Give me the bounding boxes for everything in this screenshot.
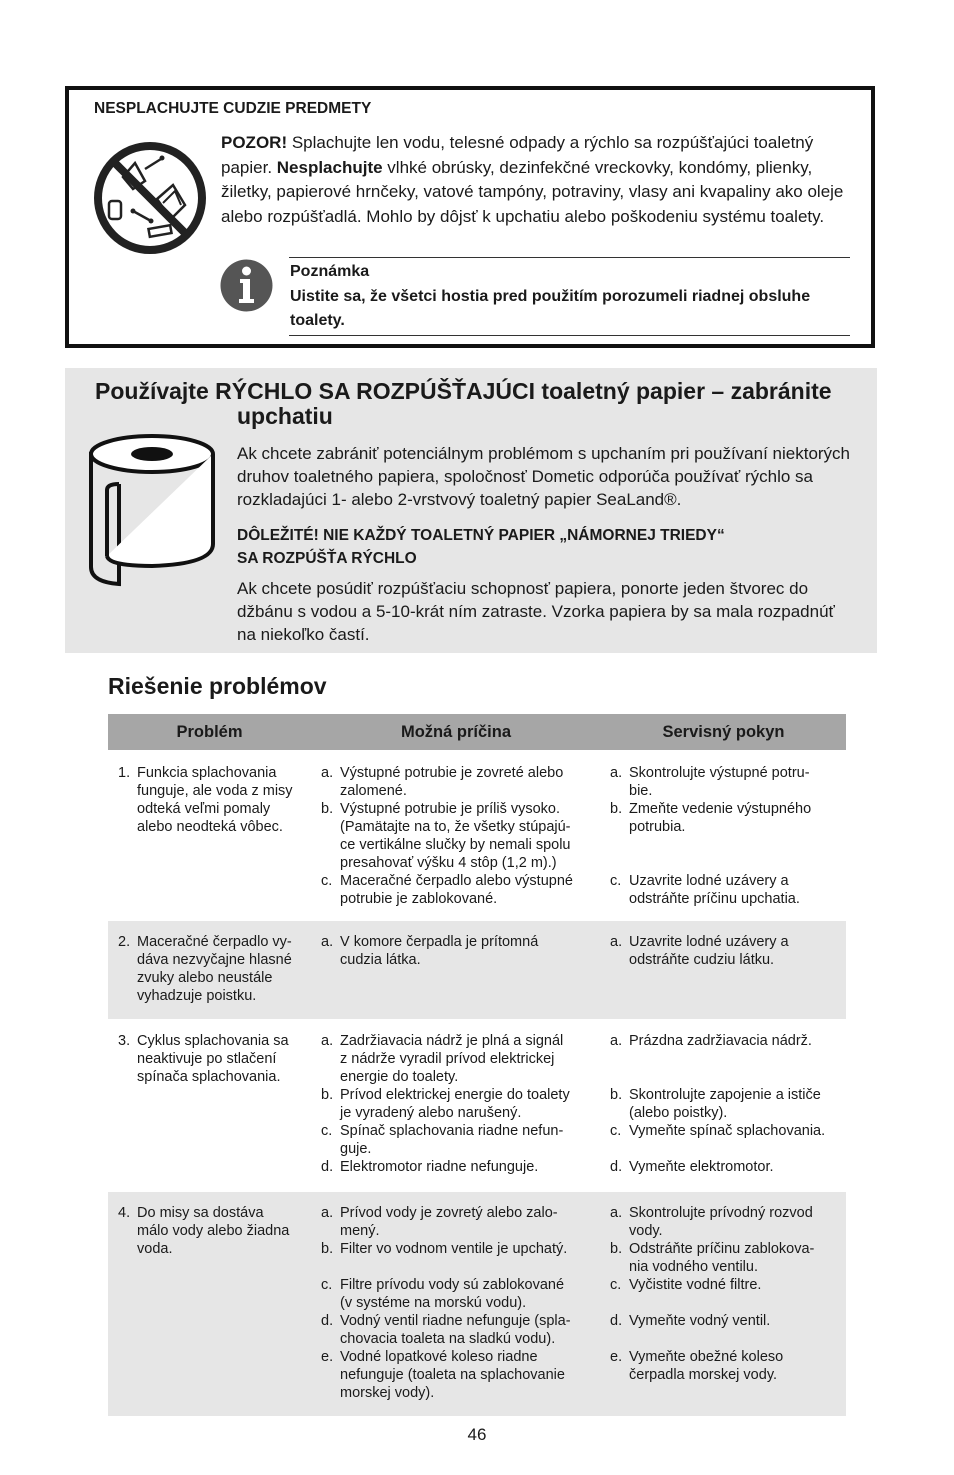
action-marker: a.: [610, 1033, 623, 1049]
cause-line: Zadržiavacia nádrž je plná a signál: [340, 1033, 564, 1049]
cause-line: mený.: [340, 1223, 380, 1239]
cause-line: Vodný ventil riadne nefunguje (spla-: [340, 1313, 571, 1329]
paper-paragraph-2: Ak chcete posúdiť rozpúšťaciu schopnosť papiera, ponorte jeden štvorec do džbánu s vodou a 5-10-krát ním zatraste. Vzorka papiera by sa mala rozpadnúť na niekoľko častí.: [237, 579, 835, 644]
action-line: potrubia.: [629, 819, 686, 835]
warning-box: [65, 86, 875, 348]
cause-line: z nádrže vyradil prívod elektrickej: [340, 1051, 555, 1067]
warning-title: NESPLACHUJTE CUDZIE PREDMETY: [94, 100, 372, 117]
header-problem: Problém: [176, 723, 243, 741]
heading-line2: upchatiu: [237, 403, 333, 429]
problem-line: zvuky alebo neustále: [137, 970, 273, 986]
problem-line: Cyklus splachovania sa: [137, 1033, 289, 1049]
cause-marker: d.: [321, 1159, 334, 1175]
problem-line: málo vody alebo žiadna: [137, 1223, 290, 1239]
problem-line: dáva nezvyčajne hlasné: [137, 952, 292, 968]
cause-marker: e.: [321, 1349, 334, 1365]
action-marker: a.: [610, 765, 623, 781]
action-line: bie.: [629, 783, 653, 799]
cause-marker: d.: [321, 1313, 334, 1329]
problem-line: Do misy sa dostáva: [137, 1205, 264, 1221]
cause-marker: c.: [321, 873, 333, 889]
problem-line: Maceračné čerpadlo vy-: [137, 934, 292, 950]
action-line: Skontrolujte prívodný rozvod: [629, 1205, 813, 1221]
action-line: nia vodného ventilu.: [629, 1259, 758, 1275]
action-line: Skontrolujte výstupné potru-: [629, 765, 810, 781]
cause-line: (Pamätajte na to, že všetky stúpajú-: [340, 819, 571, 835]
cause-marker: a.: [321, 765, 334, 781]
action-marker: b.: [610, 801, 623, 817]
note-title: Poznámka: [290, 263, 370, 280]
action-marker: b.: [610, 1087, 623, 1103]
problem-number: 1.: [118, 765, 131, 781]
paper-paragraph-1: Ak chcete zabrániť potenciálnym problémom s upchaním pri používaní niektorých druhov toaletného papiera, spoločnosť Dometic odporúča používať rýchlo sa rozkladajúci 1- alebo 2-vrstvový toaletný papier SeaLand®.: [237, 444, 851, 509]
action-line: Prázdna zadržiavacia nádrž.: [629, 1033, 812, 1049]
warning-text: [221, 131, 861, 229]
action-marker: c.: [610, 873, 622, 889]
table-row: [108, 1192, 846, 1416]
problem-line: spínača splachovania.: [137, 1069, 281, 1085]
troubleshooting-heading: Riešenie problémov: [108, 673, 327, 699]
warning-text-part2: vlhké obrúsky, dezinfekčné vreckovky, kondómy, plienky, žiletky, papierové hrnčeky, vatové tampóny, potraviny, vlasy ani kvapaliny ako oleje alebo rozpúšťadlá. Mohlo by dôjsť k upchatiu alebo poškodeniu systému toalety.: [221, 157, 844, 226]
action-line: Uzavrite lodné uzávery a: [629, 873, 789, 889]
problem-number: 3.: [118, 1033, 131, 1049]
cause-marker: b.: [321, 1087, 334, 1103]
action-line: odstráňte príčinu upchatia.: [629, 891, 800, 907]
cause-line: zalomené.: [340, 783, 407, 799]
cause-line: Maceračné čerpadlo alebo výstupné: [340, 873, 573, 889]
action-marker: b.: [610, 1241, 623, 1257]
cause-line: presahovať výšku 4 stôp (1,2 m).): [340, 855, 557, 871]
cause-line: Filtre prívodu vody sú zablokované: [340, 1277, 565, 1293]
problem-line: odteká veľmi pomaly: [137, 801, 271, 817]
cause-line: cudzia látka.: [340, 952, 421, 968]
warning-text-part1: Splachujte len vodu, telesné odpady a rýchlo sa rozpúšťajúci toaletný papier.: [221, 133, 814, 177]
action-marker: e.: [610, 1349, 623, 1365]
cause-marker: a.: [321, 1205, 334, 1221]
pozor-label: POZOR!: [221, 133, 288, 152]
cause-line: Výstupné potrubie je príliš vysoko.: [340, 801, 561, 817]
cause-line: V komore čerpadla je prítomná: [340, 934, 539, 950]
heading-line1: Používajte RÝCHLO SA ROZPÚŠŤAJÚCI toaletný papier – zabránite: [95, 378, 832, 404]
action-line: Vymeňte spínač splachovania.: [629, 1123, 826, 1139]
problem-line: neaktivuje po stlačení: [137, 1051, 277, 1067]
action-line: Vymeňte obežné koleso: [629, 1349, 784, 1365]
table-row: [108, 752, 846, 920]
action-line: Zmeňte vedenie výstupného: [629, 801, 812, 817]
note-top-rule: [289, 257, 850, 258]
problem-number: 2.: [118, 934, 131, 950]
cause-marker: b.: [321, 801, 334, 817]
cause-marker: a.: [321, 1033, 334, 1049]
cause-line: morskej vody).: [340, 1385, 435, 1401]
problem-number: 4.: [118, 1205, 131, 1221]
cause-line: potrubie je zablokované.: [340, 891, 498, 907]
action-line: (alebo poistky).: [629, 1105, 728, 1121]
important-line1: DÔLEŽITÉ! NIE KAŽDÝ TOALETNÝ PAPIER „NÁMORNEJ TRIEDY“: [237, 527, 725, 544]
header-cause: Možná príčina: [400, 723, 511, 741]
action-line: Vymeňte elektromotor.: [629, 1159, 774, 1175]
note-body: Uistite sa, že všetci hostia pred použitím porozumeli riadnej obsluhe toalety.: [290, 288, 811, 329]
action-marker: a.: [610, 1205, 623, 1221]
cause-line: Elektromotor riadne nefunguje.: [340, 1159, 539, 1175]
nesplachujte-label: Nesplachujte: [276, 157, 383, 177]
toilet-paper-section: [65, 368, 877, 653]
problem-line: vyhadzuje poistku.: [137, 988, 257, 1004]
toilet-paper-roll-icon: [85, 432, 220, 589]
cause-line: Prívod elektrickej energie do toalety: [340, 1087, 570, 1103]
action-line: Vyčistite vodné filtre.: [629, 1277, 762, 1293]
toilet-paper-heading: [95, 379, 865, 429]
page-number: 46: [467, 1425, 487, 1444]
table-header: [108, 714, 846, 750]
important-line2: SA ROZPÚŠŤA RÝCHLO: [237, 550, 417, 567]
cause-line: je vyradený alebo narušený.: [340, 1105, 522, 1121]
action-line: vody.: [629, 1223, 663, 1239]
cause-line: (v systéme na morskú vodu).: [340, 1295, 527, 1311]
action-line: Vymeňte vodný ventil.: [629, 1313, 771, 1329]
cause-line: ce vertikálne slučky by nemali spolu: [340, 837, 571, 853]
no-foreign-objects-icon: [93, 141, 207, 255]
action-marker: d.: [610, 1159, 623, 1175]
action-line: čerpadla morskej vody.: [629, 1367, 778, 1383]
action-marker: d.: [610, 1313, 623, 1329]
problem-line: funguje, ale voda z misy: [137, 783, 293, 799]
cause-marker: c.: [321, 1277, 333, 1293]
cause-line: Výstupné potrubie je zovreté alebo: [340, 765, 564, 781]
table-row: [108, 921, 846, 1019]
action-line: Skontrolujte zapojenie a ističe: [629, 1087, 821, 1103]
note-bottom-rule: [289, 335, 850, 336]
action-marker: c.: [610, 1123, 622, 1139]
action-marker: c.: [610, 1277, 622, 1293]
cause-line: guje.: [340, 1141, 372, 1157]
header-action: Servisný pokyn: [662, 723, 785, 741]
problem-line: voda.: [137, 1241, 173, 1257]
cause-marker: b.: [321, 1241, 334, 1257]
cause-line: Spínač splachovania riadne nefun-: [340, 1123, 564, 1139]
cause-line: energie do toalety.: [340, 1069, 459, 1085]
action-line: Uzavrite lodné uzávery a: [629, 934, 789, 950]
action-marker: a.: [610, 934, 623, 950]
problem-line: Funkcia splachovania: [137, 765, 277, 781]
cause-line: Filter vo vodnom ventile je upchatý.: [340, 1241, 568, 1257]
cause-marker: a.: [321, 934, 334, 950]
cause-marker: c.: [321, 1123, 333, 1139]
action-line: Odstráňte príčinu zablokova-: [629, 1241, 815, 1257]
table-row: [108, 1020, 846, 1191]
cause-line: nefunguje (toaleta na splachovanie: [340, 1367, 565, 1383]
info-icon: [219, 258, 274, 313]
cause-line: Vodné lopatkové koleso riadne: [340, 1349, 538, 1365]
cause-line: chovacia toaleta na sladkú vodu).: [340, 1331, 556, 1347]
paper-important: [237, 524, 857, 570]
cause-line: Prívod vody je zovretý alebo zalo-: [340, 1205, 558, 1221]
problem-line: alebo neodteká vôbec.: [137, 819, 283, 835]
action-line: odstráňte cudziu látku.: [629, 952, 775, 968]
